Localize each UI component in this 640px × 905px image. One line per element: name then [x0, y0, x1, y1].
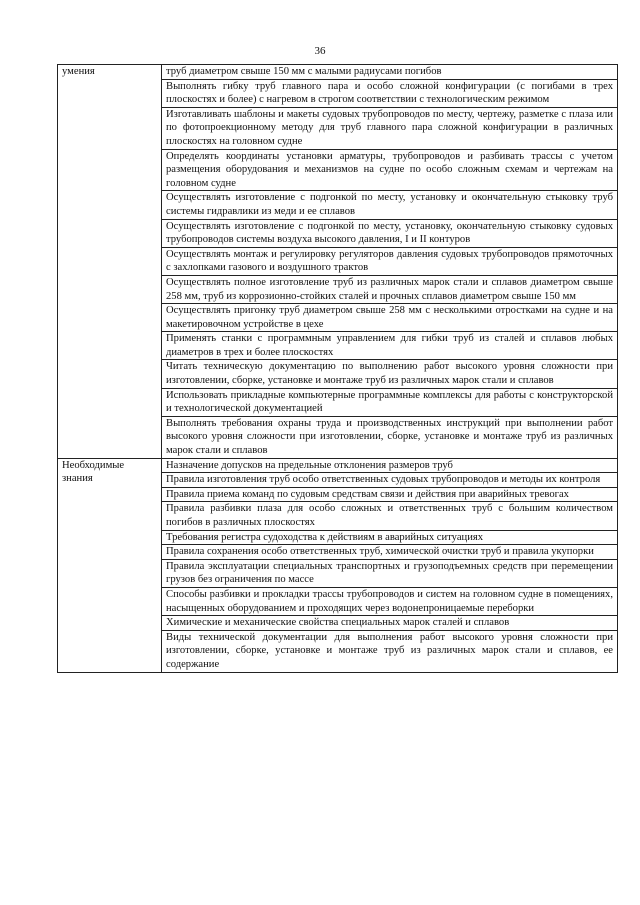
requirement-item: Правила эксплуатации специальных транспортных и грузоподъемных средств при перемещении грузов без ограничения по массе	[162, 559, 618, 587]
requirement-item: Осуществлять изготовление с подгонкой по месту, установку, окончательную стыковку судовых трубопроводов системы воздуха высокого давления, I и II контуров	[162, 219, 618, 247]
table-row	[58, 65, 618, 80]
requirement-item: Правила изготовления труб особо ответственных судовых трубопроводов и методы их контроля	[162, 473, 618, 488]
requirements-table	[57, 64, 618, 673]
requirement-item: Требования регистра судоходства к действиям в аварийных ситуациях	[162, 530, 618, 545]
requirement-item: Назначение допусков на предельные отклонения размеров труб	[162, 458, 618, 473]
requirement-item: Изготавливать шаблоны и макеты судовых трубопроводов по месту, чертежу, разметке с плаза или по фотопроекционному методу для труб главного пара сложной конфигурации в различных плоскостях на головном судне	[162, 107, 618, 149]
requirement-item: Осуществлять пригонку труб диаметром свыше 258 мм с несколькими отростками на судне и на макетировочном устройстве в цехе	[162, 304, 618, 332]
requirement-item: Правила приема команд по судовым средствам связи и действия при аварийных тревогах	[162, 487, 618, 502]
requirement-item: Использовать прикладные компьютерные программные комплексы для работы с конструкторской и технологической документацией	[162, 388, 618, 416]
section-label: умения	[58, 65, 162, 459]
page-number: 36	[314, 45, 326, 57]
requirement-item: Осуществлять изготовление с подгонкой по месту, установку и окончательную стыковку труб системы гидравлики из меди и ее сплавов	[162, 191, 618, 219]
requirement-item: Выполнять гибку труб главного пара и особо сложной конфигурации (с погибами в трех плоскостях и более) с нагревом в строгом соответствии с технологическим режимом	[162, 79, 618, 107]
requirement-item: Читать техническую документацию по выполнению работ высокого уровня сложности при изготовлении, сборке, установке и монтаже труб из различных марок стали и сплавов	[162, 360, 618, 388]
requirement-item: труб диаметром свыше 150 мм с малыми радиусами погибов	[162, 65, 618, 80]
requirement-item: Осуществлять полное изготовление труб из различных марок стали и сплавов диаметром свыше 258 мм, труб из коррозионно-стойких сталей и прочных сплавов диаметром свыше 150 мм	[162, 275, 618, 303]
table-body	[58, 65, 618, 673]
requirement-item: Выполнять требования охраны труда и производственных инструкций при выполнении работ высокого уровня сложности при изготовлении, сборке, установке и монтаже труб из различных марок стали и сплавов	[162, 416, 618, 458]
requirement-item: Определять координаты установки арматуры, трубопроводов и разбивать трассы с учетом размещения оборудования и механизмов на судне по особо сложным схемам и чертежам на головном судне	[162, 149, 618, 191]
requirement-item: Химические и механические свойства специальных марок сталей и сплавов	[162, 616, 618, 631]
requirement-item: Осуществлять монтаж и регулировку регуляторов давления судовых трубопроводов прямоточных с захлопками газового и воздушного трактов	[162, 247, 618, 275]
requirement-item: Применять станки с программным управлением для гибки труб из сталей и сплавов любых диаметров в трех и более плоскостях	[162, 332, 618, 360]
requirement-item: Правила разбивки плаза для особо сложных и ответственных труб с большим количеством погибов в различных плоскостях	[162, 502, 618, 530]
requirement-item: Виды технической документации для выполнения работ высокого уровня сложности при изготовлении, сборке, установке и монтаже труб из различных марок стали и сплавов, ее содержание	[162, 630, 618, 672]
section-label: Необходимые знания	[58, 458, 162, 672]
requirement-item: Правила сохранения особо ответственных труб, химической очистки труб и правила укупорки	[162, 545, 618, 560]
table-row	[58, 458, 618, 473]
requirement-item: Способы разбивки и прокладки трассы трубопроводов и систем на головном судне в помещениях, насыщенных оборудованием и проходящих через водонепроницаемые переборки	[162, 587, 618, 615]
